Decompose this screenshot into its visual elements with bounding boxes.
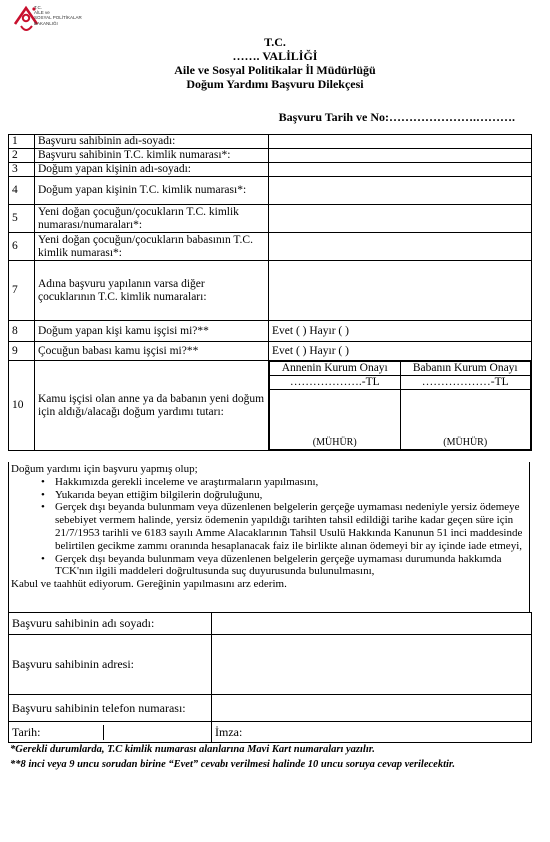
answer-field[interactable] [269,261,532,321]
application-form-table [8,134,532,451]
page-title: Doğum Yardımı Başvuru Dilekçesi [186,77,364,91]
form-row [9,149,532,163]
form-row [9,135,532,149]
answer-field[interactable] [269,135,532,149]
signature-label[interactable]: İmza: [212,722,532,743]
applicant-name-label: Başvuru sahibinin adı soyadı: [9,613,212,635]
logo-line: AİLE ve [34,10,50,16]
answer-field[interactable] [269,163,532,177]
row-number: 5 [9,205,35,233]
declaration-list [11,476,527,578]
row-question: Doğum yapan kişi kamu işçisi mi?** [35,321,269,342]
answer-field[interactable] [269,233,532,261]
form-row [9,233,532,261]
logo-text [34,5,82,26]
date-field[interactable] [104,725,212,740]
declaration-item: • Hakkımızda gerekli inceleme ve araştırmaların yapılmasını, [41,476,527,489]
row-number: 2 [9,149,35,163]
yes-no-choice[interactable]: Evet ( ) Hayır ( ) [269,321,532,342]
row-number: 9 [9,342,35,361]
mother-seal: (MÜHÜR) [270,390,401,450]
row-number: 3 [9,163,35,177]
row-question: Doğum yapan kişinin adı-soyadı: [35,163,269,177]
answer-field[interactable] [269,205,532,233]
row-question: Doğum yapan kişinin T.C. kimlik numarası*: [35,177,269,205]
logo-line: SOSYAL POLİTİKALAR [34,15,82,21]
header-mudurluk: Aile ve Sosyal Politikalar İl Müdürlüğü [174,63,376,77]
form-row [9,205,532,233]
row-number: 8 [9,321,35,342]
mother-approval-header: Annenin Kurum Onayı [270,362,401,376]
applicant-address-label: Başvuru sahibinin adresi: [9,635,212,695]
form-row [9,163,532,177]
applicant-name-field[interactable] [212,613,532,635]
header-tc: T.C. [264,35,286,49]
row-question: Yeni doğan çocuğun/çocukların T.C. kimlik numarası/numaraları*: [35,205,269,233]
logo-line: T.C. [34,5,43,10]
answer-field[interactable] [269,177,532,205]
date-label: Tarih: [9,725,104,740]
footnote-1: *Gerekli durumlarda, T.C kimlik numarası alanlarına Mavi Kart numaraları yazılır. [10,744,375,755]
row-number: 1 [9,135,35,149]
row-question: Yeni doğan çocuğun/çocukların babasının T.C. kimlik numarası*: [35,233,269,261]
row-question: Başvuru sahibinin T.C. kimlik numarası*: [35,149,269,163]
row-question: Adına başvuru yapılanın varsa diğer çocuklarının T.C. kimlik numaraları: [35,261,269,321]
applicant-phone-field[interactable] [212,695,532,722]
applicant-address-field[interactable] [212,635,532,695]
row-question: Başvuru sahibinin adı-soyadı: [35,135,269,149]
application-date-number: Başvuru Tarih ve No:………………….………. [278,110,515,124]
applicant-info-table [8,612,532,743]
row-question: Çocuğun babası kamu işçisi mi?** [35,342,269,361]
father-seal: (MÜHÜR) [400,390,531,450]
row-number: 7 [9,261,35,321]
date-cell [9,722,212,743]
form-row [9,321,532,342]
row-number: 10 [9,361,35,451]
declaration-block [8,462,530,613]
declaration-item: • Gerçek dışı beyanda bulunmam veya düzenlenen belgelerin gerçeğe uymaması durumunda hakkımda TCK'nın ilgili maddeleri doğrultusunda suç duyurusunda bulunulmasını, [41,553,527,579]
declaration-item: • Gerçek dışı beyanda bulunmam veya düzenlenen belgelerin gerçeğe uymaması nedeniyle yersiz ödemeye sebebiyet vermem halinde, yersiz ödemenin yapıldığı tarihten tahsil edildiği tarihe kadar geçen süre için 21/7/1953 tarihli ve 6183 sayılı Amme Alacaklarının Tahsil Usulü Hakkında Kanunun 51 inci maddesinde belirtilen gecikme zammı oranında hesaplanacak faiz ile birlikte alınan ödemeyi bir ay içinde iade etmeyi, [41,501,527,552]
row-question: Kamu işçisi olan anne ya da babanın yeni doğum için aldığı/alacağı doğum yardımı tutarı: [35,361,269,451]
institution-approval-cell [269,361,532,451]
logo-line: BAKANLIĞI [34,20,58,26]
row-number: 4 [9,177,35,205]
declaration-closing: Kabul ve taahhüt ediyorum. Gereğinin yapılmasını arz ederim. [11,578,287,591]
mother-amount-field[interactable]: ……………….-TL [270,376,401,390]
form-row [9,177,532,205]
header-valilik: ……. VALİLİĞİ [232,49,318,63]
declaration-intro: Doğum yardımı için başvuru yapmış olup; [11,463,198,475]
form-row [9,361,532,451]
row-number: 6 [9,233,35,261]
form-row [9,261,532,321]
father-amount-field[interactable]: ………………-TL [400,376,531,390]
approval-table [269,361,531,450]
footnote-2: **8 inci veya 9 uncu sorudan birine “Evet” cevabı verilmesi halinde 10 uncu soruya cevap verilecektir. [10,759,456,770]
declaration-item: • Yukarıda beyan ettiğim bilgilerin doğruluğunu, [41,489,527,502]
yes-no-choice[interactable]: Evet ( ) Hayır ( ) [269,342,532,361]
applicant-phone-label: Başvuru sahibinin telefon numarası: [9,695,212,722]
form-row [9,342,532,361]
father-approval-header: Babanın Kurum Onayı [400,362,531,376]
answer-field[interactable] [269,149,532,163]
